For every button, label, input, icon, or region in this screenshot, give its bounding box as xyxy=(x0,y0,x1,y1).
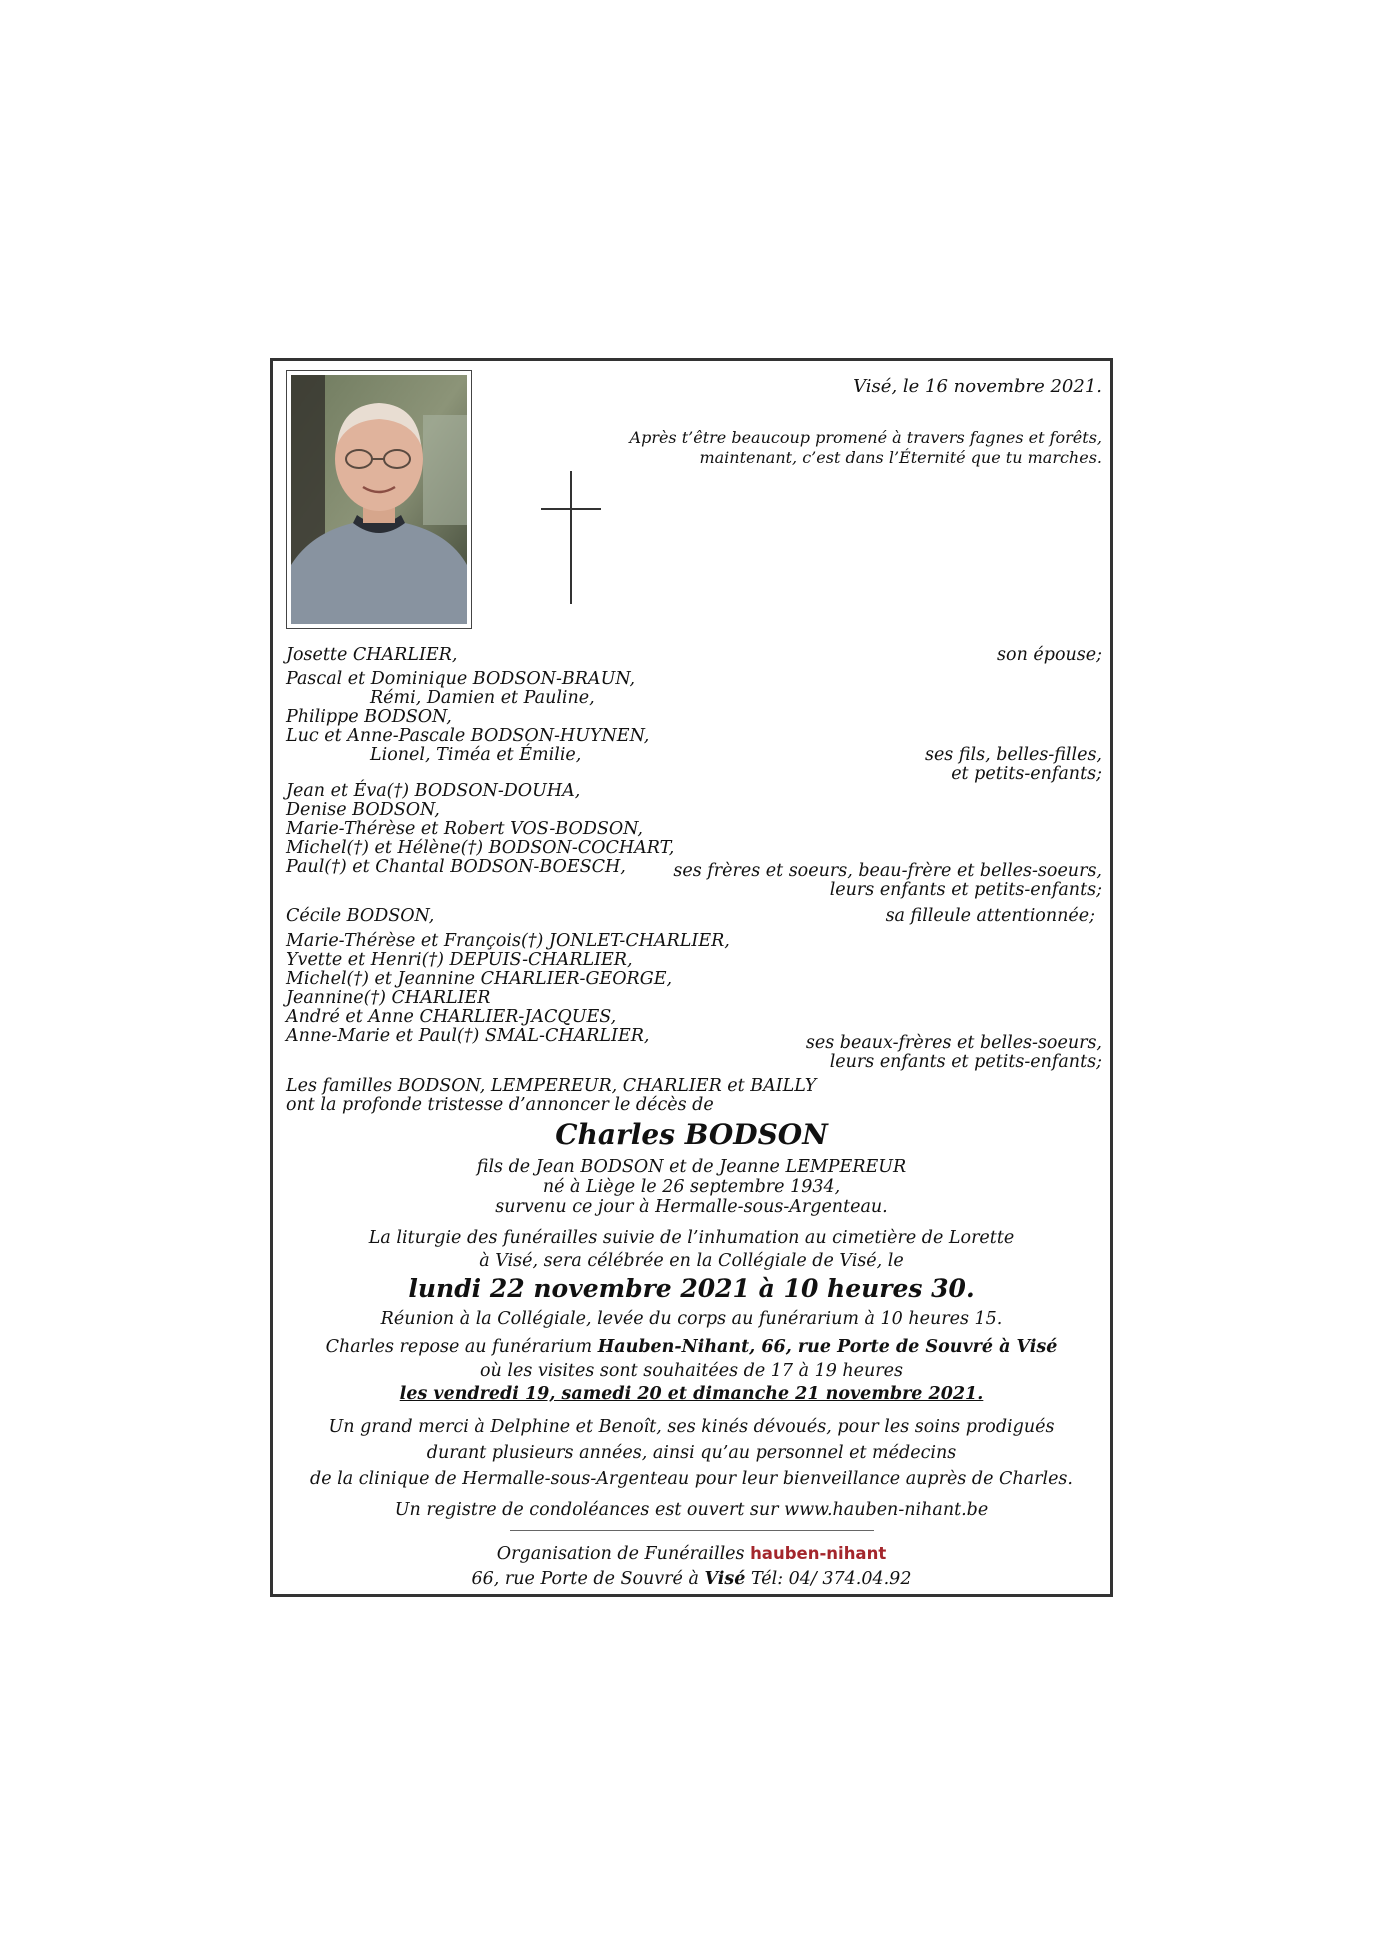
family-name: Jeannine(†) CHARLIER xyxy=(286,988,491,1008)
relation-line: ses fils, belles-filles, xyxy=(924,745,1102,765)
divider xyxy=(510,1530,874,1531)
visits-dates: les vendredi 19, samedi 20 et dimanche 21 novembre 2021. xyxy=(399,1384,984,1404)
relation-line: et petits-enfants; xyxy=(951,764,1102,784)
phone: Tél: 04/ 374.04.92 xyxy=(745,1569,912,1589)
group4-relation: sa filleule attentionnée; xyxy=(885,906,1095,926)
address-prefix: 66, rue Porte de Souvré à xyxy=(471,1569,705,1589)
organisation-line xyxy=(270,1544,1113,1564)
family-name: Denise BODSON, xyxy=(286,800,440,820)
funerarium-prefix: Charles repose au funérarium xyxy=(325,1337,598,1357)
address-city: Visé xyxy=(704,1569,746,1589)
group5-names xyxy=(286,932,730,1046)
families-line-2: ont la profonde tristesse d’annoncer le décès de xyxy=(286,1095,714,1115)
quote-line-1: Après t’être beaucoup promené à travers fagnes et forêts, xyxy=(629,428,1102,447)
family-name: Paul(†) et Chantal BODSON-BOESCH, xyxy=(286,857,626,877)
group1-names xyxy=(286,646,457,665)
quote-line-2: maintenant, c’est dans l’Éternité que tu marches. xyxy=(699,448,1102,467)
relation-line: ses frères et soeurs, beau-frère et belles-soeurs, xyxy=(673,861,1102,881)
group4-name: Cécile BODSON, xyxy=(286,906,435,926)
group3-names xyxy=(286,782,674,877)
families-announcement xyxy=(286,1077,816,1115)
family-name: Luc et Anne-Pascale BODSON-HUYNEN, xyxy=(286,726,650,746)
deceased-details xyxy=(270,1157,1113,1217)
thanks-line-3: de la clinique de Hermalle-sous-Argenteau pour leur bienveillance auprès de Charles. xyxy=(310,1469,1073,1489)
portrait-photo xyxy=(286,370,472,629)
birth-line: né à Liège le 26 septembre 1934, xyxy=(542,1177,841,1197)
portrait-icon xyxy=(291,375,467,624)
death-line: survenu ce jour à Hermalle-sous-Argenteau. xyxy=(495,1197,888,1217)
ceremony-line-2: à Visé, sera célébrée en la Collégiale de Visé, le xyxy=(479,1251,904,1271)
quote xyxy=(630,428,1102,468)
parents-line: fils de Jean BODSON et de Jeanne LEMPEREUR xyxy=(476,1157,907,1177)
family-name: Jean et Éva(†) BODSON-DOUHA, xyxy=(286,781,581,801)
relation-line: leurs enfants et petits-enfants; xyxy=(829,1052,1102,1072)
funerarium-address: Hauben-Nihant, 66, rue Porte de Souvré à Visé xyxy=(597,1337,1058,1357)
date-line: Visé, le 16 novembre 2021. xyxy=(853,376,1102,397)
deceased-name: Charles BODSON xyxy=(555,1118,828,1151)
family-name: Anne-Marie et Paul(†) SMAL-CHARLIER, xyxy=(286,1026,650,1046)
family-name: Josette CHARLIER, xyxy=(286,645,458,665)
thanks-line-2: durant plusieurs années, ainsi qu’au personnel et médecins xyxy=(426,1443,957,1463)
funerarium-line xyxy=(270,1337,1113,1357)
family-name: Rémi, Damien et Pauline, xyxy=(370,688,595,708)
family-name: Marie-Thérèse et Robert VOS-BODSON, xyxy=(286,819,643,839)
relation-line: leurs enfants et petits-enfants; xyxy=(829,880,1102,900)
thanks-text xyxy=(270,1414,1113,1492)
cross-icon-bar xyxy=(541,508,601,510)
family-name: Philippe BODSON, xyxy=(286,707,452,727)
family-name: Michel(†) et Jeannine CHARLIER-GEORGE, xyxy=(286,969,673,989)
family-name: Pascal et Dominique BODSON-BRAUN, xyxy=(286,669,636,689)
hauben-nihant-logo: hauben-nihant xyxy=(750,1544,887,1563)
families-line-1: Les familles BODSON, LEMPEREUR, CHARLIER et BAILLY xyxy=(286,1076,817,1096)
visits-hours: où les visites sont souhaitées de 17 à 19 heures xyxy=(480,1361,903,1381)
group1-relation: son épouse; xyxy=(997,645,1102,665)
family-name: Marie-Thérèse et François(†) JONLET-CHARLIER, xyxy=(286,931,730,951)
family-name: Michel(†) et Hélène(†) BODSON-COCHART, xyxy=(286,838,675,858)
ceremony-text xyxy=(270,1227,1113,1273)
relation-line: ses beaux-frères et belles-soeurs, xyxy=(805,1033,1102,1053)
organisation-prefix: Organisation de Funérailles xyxy=(496,1544,751,1564)
family-name: André et Anne CHARLIER-JACQUES, xyxy=(286,1007,617,1027)
group2-relation xyxy=(925,746,1102,784)
group3-relation xyxy=(673,862,1102,900)
group2-names xyxy=(286,670,649,765)
ceremony-date: lundi 22 novembre 2021 à 10 heures 30. xyxy=(408,1274,975,1303)
address-line xyxy=(270,1569,1113,1589)
thanks-line-1: Un grand merci à Delphine et Benoît, ses kinés dévoués, pour les soins prodigués xyxy=(328,1417,1055,1437)
ceremony-line-1: La liturgie des funérailles suivie de l’inhumation au cimetière de Lorette xyxy=(368,1228,1015,1248)
condolence-registry: Un registre de condoléances est ouvert sur www.hauben-nihant.be xyxy=(394,1500,989,1520)
ceremony-meeting: Réunion à la Collégiale, levée du corps au funérarium à 10 heures 15. xyxy=(380,1309,1003,1329)
family-name: Lionel, Timéa et Émilie, xyxy=(370,745,582,765)
cross-icon xyxy=(570,471,572,604)
group5-relation xyxy=(806,1034,1102,1072)
family-name: Yvette et Henri(†) DEPUIS-CHARLIER, xyxy=(286,950,633,970)
